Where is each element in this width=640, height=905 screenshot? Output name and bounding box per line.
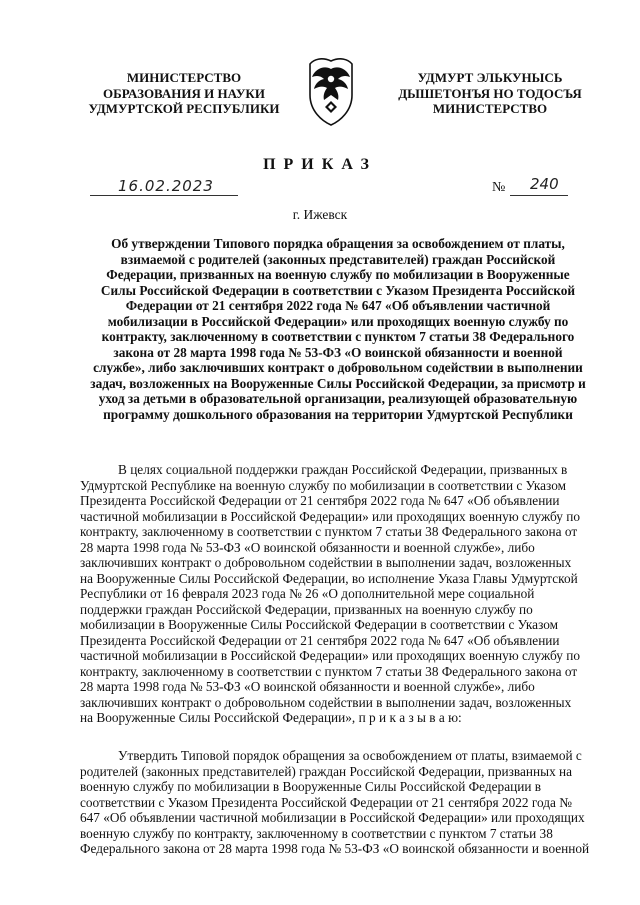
document-number: 240	[530, 175, 559, 193]
ministry-ru-line: УДМУРТСКОЙ РЕСПУБЛИКИ	[88, 101, 280, 116]
body-paragraph-preamble	[80, 462, 604, 726]
paragraph-line: мобилизации в Вооруженные Силы Российской Федерации в соответствии с Указом	[80, 617, 559, 632]
udmurtia-coat-of-arms-icon	[302, 55, 360, 127]
heading-line: мобилизации в Российской Федерации» или проходящих военную службу по	[107, 313, 569, 329]
ministry-udm-line: МИНИСТЕРСТВО	[432, 101, 548, 116]
ministry-udm-line: ДЫШЕТОНЪЯ НО ТОДОСЪЯ	[398, 85, 582, 101]
ministry-udm-line: УДМУРТ ЭЛЬКУНЫСЬ	[417, 70, 563, 85]
document-heading	[68, 236, 608, 422]
paragraph-line: военную службу по контракту, заключенному в соответствии с пунктом 7 статьи 38	[80, 825, 553, 841]
paragraph-line: родителей (законных представителей) граждан Российской Федерации, призванных на	[80, 763, 573, 779]
document-date: 16.02.2023	[118, 177, 214, 195]
number-sign: №	[492, 180, 506, 195]
heading-line: Федерации от 21 сентября 2022 года № 647 «Об объявлении частичной	[125, 298, 551, 313]
document-title: ПРИКАЗ	[263, 156, 377, 173]
paragraph-line: военную службу по мобилизации в Вооруженные Силы Российской Федерации в	[80, 779, 542, 794]
heading-line: Об утверждении Типового порядка обращения за освобождением от платы,	[111, 236, 565, 251]
heading-line: службе», либо заключивших контракт о добровольном содействии в выполнении	[93, 360, 583, 375]
paragraph-line: заключивших контракт о добровольном содействии в выполнении задач, возложенных	[80, 694, 572, 710]
paragraph-line: на Вооруженные Силы Российской Федерации, во исполнение Указа Главы Удмуртской	[80, 570, 578, 586]
paragraph-line: Федерального закона от 28 марта 1998 года № 53-ФЗ «О воинской обязанности и военной	[80, 841, 590, 856]
document-city: г. Ижевск	[292, 207, 348, 222]
paragraph-line: 28 марта 1998 года № 53-ФЗ «О воинской обязанности и военной службе», либо	[80, 539, 535, 555]
paragraph-line: на Вооруженные Силы Российской Федерации», п р и к а з ы в а ю:	[80, 710, 462, 725]
number-underline	[510, 195, 568, 196]
paragraph-line: 647 «Об объявлении частичной мобилизации в Российской Федерации» или проходящих	[80, 810, 585, 825]
paragraph-line: 28 марта 1998 года № 53-ФЗ «О воинской обязанности и военной службе», либо	[80, 679, 535, 694]
heading-line: контракту, заключенному в соответствии с пунктом 7 статьи 38 Федерального	[101, 329, 575, 344]
paragraph-line: частичной мобилизации в Российской Федерации» или проходящих военную службу по	[80, 648, 581, 663]
heading-line: программу дошкольного образования на территории Удмуртской Республики	[103, 406, 573, 422]
paragraph-line: Президента Российской Федерации от 21 сентября 2022 года № 647 «Об объявлении	[80, 632, 560, 648]
ministry-name-ru	[72, 70, 296, 117]
heading-line: закона от 28 марта 1998 года № 53-ФЗ «О воинской обязанности и военной	[113, 344, 563, 360]
paragraph-line: заключивших контракт о добровольном содействии в выполнении задач, возложенных	[80, 555, 572, 570]
paragraph-line: соответствии с Указом Президента Российской Федерации от 21 сентября 2022 года №	[80, 794, 572, 810]
paragraph-line: поддержки граждан Российской Федерации, призванных на военную службу по	[80, 601, 533, 617]
heading-line: уход за детьми в образовательной организации, реализующей образовательную	[98, 391, 578, 406]
paragraph-line: Президента Российской Федерации от 21 сентября 2022 года № 647 «Об объявлении	[80, 493, 560, 508]
body-paragraph-order	[80, 748, 604, 857]
paragraph-line: Республики от 16 февраля 2023 года № 26 «О дополнительной мере социальной	[80, 586, 535, 601]
date-underline	[90, 195, 238, 196]
heading-line: Силы Российской Федерации в соответствии с Указом Президента Российской	[100, 282, 576, 298]
paragraph-line: В целях социальной поддержки граждан Российской Федерации, призванных в	[118, 462, 568, 477]
paragraph-line: Удмуртской Республике на военную службу по мобилизации в соответствии с Указом	[80, 477, 567, 493]
paragraph-line: частичной мобилизации в Российской Федерации» или проходящих военную службу по	[80, 508, 581, 524]
heading-line: взимаемой с родителей (законных представителей) граждан Российской	[120, 251, 556, 267]
ministry-name-udm	[380, 70, 600, 117]
paragraph-line: контракту, заключенному в соответствии с пунктом 7 статьи 38 Федерального закона от	[80, 663, 578, 679]
heading-line: Федерации, призванных на военную службу по мобилизации в Вооруженные	[106, 267, 570, 282]
ministry-ru-line: МИНИСТЕРСТВО	[126, 70, 242, 85]
ministry-ru-line: ОБРАЗОВАНИЯ И НАУКИ	[103, 85, 265, 101]
heading-line: задач, возложенных на Вооруженные Силы Российской Федерации, за присмотр и	[90, 375, 586, 391]
paragraph-line: Утвердить Типовой порядок обращения за освобождением от платы, взимаемой с	[118, 748, 582, 763]
paragraph-line: контракту, заключенному в соответствии с пунктом 7 статьи 38 Федерального закона от	[80, 524, 578, 539]
